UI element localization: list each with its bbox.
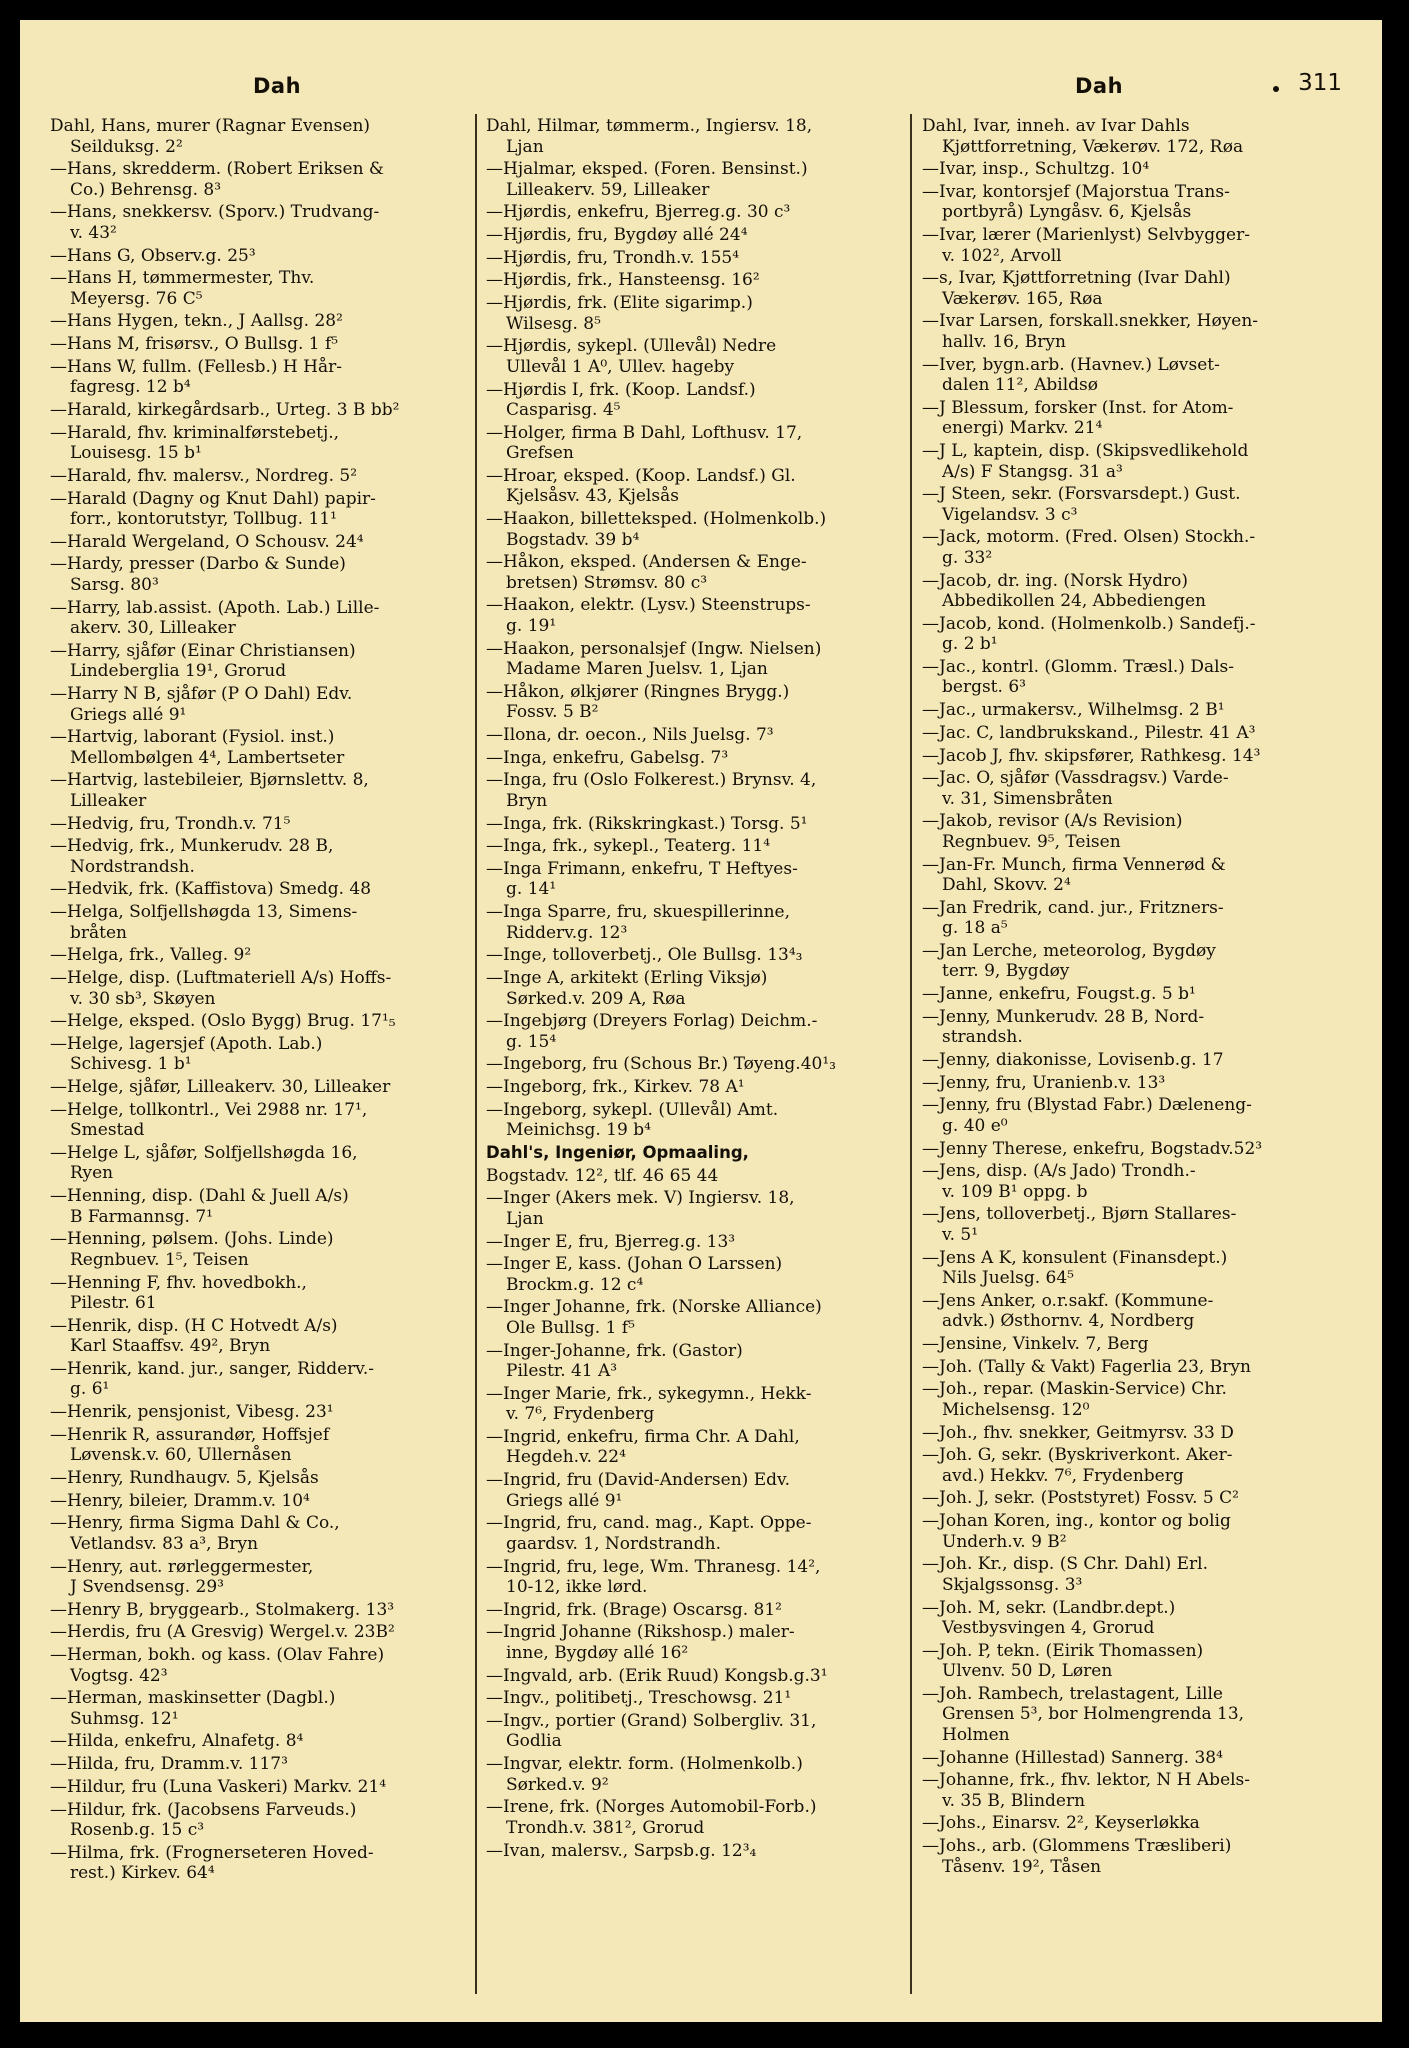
directory-entry: —Ingrid, fru (David-Andersen) Edv. Griegs allé 9¹: [486, 1470, 790, 1511]
directory-entry: —J Steen, sekr. (Forsvarsdept.) Gust. Vigelandsv. 3 c³: [922, 484, 1241, 525]
directory-entry: —Ingeborg, frk., Kirkev. 78 A¹: [486, 1077, 745, 1098]
directory-entry: —Håkon, ølkjører (Ringnes Brygg.) Fossv. 5 B²: [486, 681, 790, 723]
directory-entry: —Jacob, dr. ing. (Norsk Hydro) Abbedikollen 24, Abbediengen: [922, 570, 1207, 612]
directory-entry: —Irene, frk. (Norges Automobil-Forb.) Trondh.v. 381², Grorud: [486, 1797, 817, 1838]
directory-entry: —Johs., arb. (Glommens Træsliberi) Tåsenv. 19², Tåsen: [922, 1836, 1232, 1877]
directory-entry: —Harald, kirkegårdsarb., Urteg. 3 B bb²: [50, 400, 400, 420]
directory-entry: —Hjørdis I, frk. (Koop. Landsf.) Casparisg. 4⁵: [486, 379, 756, 420]
directory-entry: —Joh. M, sekr. (Landbr.dept.) Vestbysvingen 4, Grorud: [922, 1597, 1176, 1638]
directory-entry: —Inga, frk., sykepl., Teaterg. 11⁴: [486, 836, 771, 857]
directory-entry: —Hjørdis, fru, Bygdøy allé 24⁴: [486, 225, 748, 246]
header-dot: [1273, 86, 1279, 92]
directory-entry: —Hedvig, frk., Munkerudv. 28 B, Nordstrandsh.: [50, 836, 334, 877]
directory-entry: —Jacob, kond. (Holmenkolb.) Sandefj.- g. 2 b¹: [922, 613, 1256, 655]
directory-entry: —Haakon, elektr. (Lysv.) Steenstrups- g. 19¹: [486, 595, 811, 636]
directory-entry: —Henry, firma Sigma Dahl & Co., Vetlandsv. 83 a³, Bryn: [50, 1513, 340, 1554]
directory-entry: —Harry, sjåfør (Einar Christiansen) Lindeberglia 19¹, Grorud: [50, 640, 356, 682]
directory-entry: —Henry, bileier, Dramm.v. 10⁴: [50, 1490, 310, 1511]
directory-entry: —Hans M, frisørsv., O Bullsg. 1 f⁵: [50, 334, 339, 355]
directory-entry: —Ivar, lærer (Marienlyst) Selvbygger- v. 102², Arvoll: [922, 225, 1250, 266]
directory-entry: —Herman, bokh. og kass. (Olav Fahre) Vogtsg. 42³: [50, 1645, 385, 1686]
page-number: 311: [1298, 70, 1342, 96]
directory-entry: —Ingeborg, fru (Schous Br.) Tøyeng.40¹₃: [486, 1054, 836, 1075]
directory-entry: —Jensine, Vinkelv. 7, Berg: [922, 1334, 1149, 1354]
directory-entry: —Inger Johanne, frk. (Norske Alliance) Ole Bullsg. 1 f⁵: [486, 1297, 822, 1338]
directory-entry: —Helga, frk., Valleg. 9²: [50, 945, 252, 966]
directory-entry: —Jens, tolloverbetj., Bjørn Stallares- v. 5¹: [922, 1204, 1237, 1245]
directory-entry: —Håkon, eksped. (Andersen & Enge- bretsen) Strømsv. 80 c³: [486, 552, 807, 593]
directory-entry: —Ivan, malersv., Sarpsb.g. 12³₄: [486, 1840, 757, 1861]
directory-entry: —Inga Frimann, enkefru, T Heftyes- g. 14¹: [486, 858, 798, 900]
column-1: [50, 116, 466, 1886]
directory-entry: —Inger (Akers mek. V) Ingiersv. 18, Ljan: [486, 1188, 795, 1229]
directory-entry: —Helge, tollkontrl., Vei 2988 nr. 17¹, Smestad: [50, 1099, 368, 1141]
directory-entry: —Jenny Therese, enkefru, Bogstadv.52³: [922, 1138, 1263, 1159]
directory-entry: —Jan-Fr. Munch, firma Vennerød & Dahl, Skovv. 2⁴: [922, 854, 1226, 896]
directory-entry: —Hans, snekkersv. (Sporv.) Trudvang- v. 43²: [50, 202, 380, 243]
directory-entry: —Haakon, billetteksped. (Holmenkolb.) Bogstadv. 39 b⁴: [486, 509, 827, 550]
directory-entry: —Hjørdis, frk., Hansteensg. 16²: [486, 270, 760, 291]
directory-entry: —Ingebjørg (Dreyers Forlag) Deichm.- g. 15⁴: [486, 1011, 818, 1052]
directory-entry: —Helge, disp. (Luftmateriell A/s) Hoffs- v. 30 sb³, Skøyen: [50, 968, 392, 1009]
directory-entry: —Henning, disp. (Dahl & Juell A/s) B Farmannsg. 7¹: [50, 1186, 349, 1227]
column-rule-left: [475, 114, 477, 1994]
directory-page: [20, 20, 1382, 2022]
directory-entry: —Inga, frk. (Rikskringkast.) Torsg. 5¹: [486, 813, 808, 834]
directory-entry: —Ingeborg, sykepl. (Ullevål) Amt. Meinichsg. 19 b⁴: [486, 1099, 779, 1141]
directory-entry: —Ingv., politibetj., Treschowsg. 21¹: [486, 1688, 792, 1709]
directory-heading-entry: Dahl's, Ingeniør, Opmaaling,: [486, 1142, 749, 1162]
directory-entry: —Helge, eksped. (Oslo Bygg) Brug. 17¹₅: [50, 1011, 396, 1032]
directory-entry: —Harry N B, sjåfør (P O Dahl) Edv. Griegs allé 9¹: [50, 684, 353, 725]
directory-entry: —Ivar, insp., Schultzg. 10⁴: [922, 159, 1150, 180]
directory-entry: —Ilona, dr. oecon., Nils Juelsg. 7³: [486, 725, 774, 745]
directory-entry: —Ingrid Johanne (Rikshosp.) maler- inne, Bygdøy allé 16²: [486, 1622, 795, 1663]
directory-entry: —Henrik R, assurandør, Hoffsjef Løvensk.v. 60, Ullernåsen: [50, 1424, 330, 1466]
directory-entry: Dahl, Hans, murer (Ragnar Evensen) Seilduksg. 2²: [50, 116, 371, 157]
running-header-left: Dah: [253, 74, 302, 98]
directory-entry: —Jacob J, fhv. skipsfører, Rathkesg. 14³: [922, 745, 1261, 766]
directory-entry: —Ingvar, elektr. form. (Holmenkolb.) Sørked.v. 9²: [486, 1754, 803, 1795]
directory-entry: —Jan Fredrik, cand. jur., Fritzners- g. 18 a⁵: [922, 897, 1224, 939]
directory-entry: —Hildur, frk. (Jacobsens Farveuds.) Rosenb.g. 15 c³: [50, 1799, 357, 1840]
directory-entry: —Johan Koren, ing., kontor og bolig Underh.v. 9 B²: [922, 1511, 1231, 1552]
directory-entry: —Jenny, fru (Blystad Fabr.) Dæleneng- g. 40 e⁰: [922, 1095, 1252, 1136]
directory-entry: —Hans Hygen, tekn., J Aallsg. 28²: [50, 311, 343, 332]
directory-entry: —Jenny, diakonisse, Lovisenb.g. 17: [922, 1050, 1224, 1070]
directory-entry: —Henry, Rundhaugv. 5, Kjelsås: [50, 1467, 319, 1488]
directory-entry: —s, Ivar, Kjøttforretning (Ivar Dahl) Vækerøv. 165, Røa: [922, 268, 1231, 309]
directory-entry: —Joh. P, tekn. (Eirik Thomassen) Ulvenv. 50 D, Løren: [922, 1640, 1204, 1682]
directory-entry: —Jack, motorm. (Fred. Olsen) Stockh.- g. 33²: [922, 527, 1256, 568]
running-header-right: Dah: [1075, 74, 1124, 98]
directory-entry: —Jan Lerche, meteorolog, Bygdøy terr. 9, Bygdøy: [922, 940, 1216, 982]
directory-entry: —Johanne (Hillestad) Sannerg. 38⁴: [922, 1747, 1223, 1768]
directory-entry: —J Blessum, forsker (Inst. for Atom- energi) Markv. 21⁴: [922, 397, 1234, 439]
directory-entry: —Ingrid, enkefru, firma Chr. A Dahl, Hegdeh.v. 22⁴: [486, 1426, 800, 1468]
directory-entry: —Jens, disp. (A/s Jado) Trondh.- v. 109 B¹ oppg. b: [922, 1161, 1196, 1202]
directory-entry: —Herman, maskinsetter (Dagbl.) Suhmsg. 12¹: [50, 1688, 336, 1729]
directory-entry: —Holger, firma B Dahl, Lofthusv. 17, Grefsen: [486, 422, 803, 464]
directory-entry: —Hardy, presser (Darbo & Sunde) Sarsg. 80³: [50, 554, 346, 595]
directory-entry: —Hans, skredderm. (Robert Eriksen & Co.) Behrensg. 8³: [50, 159, 385, 200]
directory-entry: —Helge L, sjåfør, Solfjellshøgda 16, Ryen: [50, 1142, 358, 1184]
directory-entry: —Henry B, bryggearb., Stolmakerg. 13³: [50, 1599, 395, 1620]
directory-entry: —Jac. C, landbrukskand., Pilestr. 41 A³: [922, 722, 1256, 743]
directory-entry: —Johs., Einarsv. 2², Keyserløkka: [922, 1813, 1200, 1834]
directory-entry: —Hans W, fullm. (Fellesb.) H Hår- fagresg. 12 b⁴: [50, 356, 342, 398]
directory-entry: —Henry, aut. rørleggermester, J Svendsensg. 29³: [50, 1556, 314, 1597]
directory-entry: —Inger E, kass. (Johan O Larssen) Brockm.g. 12 c⁴: [486, 1254, 783, 1295]
directory-entry: —Jenny, fru, Uranienb.v. 13³: [922, 1072, 1166, 1093]
directory-entry: —Inger Marie, frk., sykegymn., Hekk- v. 7⁶, Frydenberg: [486, 1383, 812, 1425]
directory-entry: —Jakob, revisor (A/s Revision) Regnbuev. 9⁵, Teisen: [922, 811, 1183, 852]
directory-entry: —Jac., kontrl. (Glomm. Træsl.) Dals- bergst. 6³: [922, 656, 1235, 698]
directory-entry: —Hjalmar, eksped. (Foren. Bensinst.) Lilleakerv. 59, Lilleaker: [486, 159, 808, 200]
directory-entry: —Ingvald, arb. (Erik Ruud) Kongsb.g.3¹: [486, 1665, 828, 1686]
directory-entry: —Iver, bygn.arb. (Havnev.) Løvset- dalen 11², Abildsø: [922, 354, 1220, 396]
directory-entry: —Harald, fhv. kriminalførstebetj., Louisesg. 15 b¹: [50, 422, 340, 464]
directory-entry: —Hjørdis, frk. (Elite sigarimp.) Wilsesg. 8⁵: [486, 293, 753, 334]
directory-entry: —Inge, tolloverbetj., Ole Bullsg. 13⁴₃: [486, 945, 803, 966]
directory-entry: Bogstadv. 12², tlf. 46 65 44: [486, 1165, 719, 1186]
directory-entry: —Ingv., portier (Grand) Solbergliv. 31, Godlia: [486, 1710, 817, 1752]
directory-entry: —Joh. Kr., disp. (S Chr. Dahl) Erl. Skjalgssonsg. 3³: [922, 1554, 1208, 1595]
directory-entry: —Jens Anker, o.r.sakf. (Kommune- advk.) Østhornv. 4, Nordberg: [922, 1290, 1214, 1332]
directory-entry: —Herdis, fru (A Gresvig) Wergel.v. 23B²: [50, 1622, 395, 1643]
directory-entry: —Inger-Johanne, frk. (Gastor) Pilestr. 41 A³: [486, 1340, 743, 1382]
directory-entry: —Inga Sparre, fru, skuespillerinne, Ridderv.g. 12³: [486, 902, 790, 943]
directory-entry: —Henrik, disp. (H C Hotvedt A/s) Karl Staaffsv. 49², Bryn: [50, 1315, 338, 1357]
directory-entry: —Joh. J, sekr. (Poststyret) Fossv. 5 C²: [922, 1488, 1239, 1509]
directory-entry: Dahl, Hilmar, tømmerm., Ingiersv. 18, Ljan: [486, 116, 813, 157]
directory-entry: —Henning, pølsem. (Johs. Linde) Regnbuev. 1⁵, Teisen: [50, 1229, 334, 1270]
directory-entry: —Hilma, frk. (Frognerseteren Hoved- rest.) Kirkev. 64⁴: [50, 1842, 374, 1884]
directory-entry: —Helge, sjåfør, Lilleakerv. 30, Lilleaker: [50, 1077, 391, 1098]
directory-entry: —Ingrid, fru, lege, Wm. Thranesg. 14², 10-12, ikke lørd.: [486, 1556, 821, 1597]
directory-entry: —Hilda, fru, Dramm.v. 117³: [50, 1754, 288, 1775]
directory-entry: —Hans G, Observ.g. 25³: [50, 245, 256, 266]
directory-entry: —Jac., urmakersv., Wilhelmsg. 2 B¹: [922, 700, 1225, 721]
directory-entry: —Hjørdis, fru, Trondh.v. 155⁴: [486, 247, 740, 268]
directory-entry: —Hedvig, fru, Trondh.v. 71⁵: [50, 813, 291, 834]
directory-entry: —Harald Wergeland, O Schousv. 24⁴: [50, 531, 364, 552]
directory-entry: —Hilda, enkefru, Alnafetg. 8⁴: [50, 1731, 304, 1752]
directory-entry: —Inge A, arkitekt (Erling Viksjø) Sørked.v. 209 A, Røa: [486, 968, 768, 1009]
directory-entry: —Hildur, fru (Luna Vaskeri) Markv. 21⁴: [50, 1776, 387, 1797]
directory-entry: —Hedvik, frk. (Kaffistova) Smedg. 48: [50, 879, 372, 900]
directory-entry: —Harry, lab.assist. (Apoth. Lab.) Lille- akerv. 30, Lilleaker: [50, 597, 380, 639]
directory-entry: —Joh. Rambech, trelastagent, Lille Grensen 5³, bor Holmengrenda 13, Holmen: [922, 1683, 1245, 1745]
directory-entry: —Ingrid, frk. (Brage) Oscarsg. 81²: [486, 1599, 782, 1620]
directory-entry: —Haakon, personalsjef (Ingw. Nielsen) Madame Maren Juelsv. 1, Ljan: [486, 638, 822, 680]
directory-entry: —Janne, enkefru, Fougst.g. 5 b¹: [922, 984, 1196, 1005]
directory-entry: —Hans H, tømmermester, Thv. Meyersg. 76 C⁵: [50, 268, 315, 309]
directory-entry: —Johanne, frk., fhv. lektor, N H Abels- v. 35 B, Blindern: [922, 1770, 1251, 1811]
directory-entry: —Henning F, fhv. hovedbokh., Pilestr. 61: [50, 1272, 307, 1313]
directory-entry: —Helge, lagersjef (Apoth. Lab.) Schivesg. 1 b¹: [50, 1033, 323, 1075]
directory-entry: —Joh., fhv. snekker, Geitmyrsv. 33 D: [922, 1422, 1234, 1443]
directory-entry: Dahl, Ivar, inneh. av Ivar Dahls Kjøttforretning, Vækerøv. 172, Røa: [922, 116, 1244, 157]
directory-entry: —Henrik, kand. jur., sanger, Ridderv.- g. 6¹: [50, 1358, 375, 1400]
directory-entry: —Joh., repar. (Maskin-Service) Chr. Michelsensg. 12⁰: [922, 1379, 1227, 1420]
directory-entry: —Inga, enkefru, Gabelsg. 7³: [486, 747, 729, 768]
directory-entry: —Harald (Dagny og Knut Dahl) papir- forr., kontorutstyr, Tollbug. 11¹: [50, 488, 376, 530]
directory-entry: —Joh. G, sekr. (Byskriverkont. Aker- avd.) Hekkv. 7⁶, Frydenberg: [922, 1445, 1233, 1486]
directory-entry: —Hjørdis, sykepl. (Ullevål) Nedre Ullevål 1 A⁰, Ullev. hageby: [486, 336, 777, 377]
directory-entry: —Ivar Larsen, forskall.snekker, Høyen- hallv. 16, Bryn: [922, 311, 1259, 352]
directory-entry: —Jens A K, konsulent (Finansdept.) Nils Juelsg. 64⁵: [922, 1247, 1228, 1289]
directory-entry: —Inga, fru (Oslo Folkerest.) Brynsv. 4, Bryn: [486, 770, 817, 811]
directory-entry: —Hartvig, laborant (Fysiol. inst.) Mellombølgen 4⁴, Lambertseter: [50, 727, 345, 768]
directory-entry: —Inger E, fru, Bjerreg.g. 13³: [486, 1231, 736, 1252]
directory-entry: —Hjørdis, enkefru, Bjerreg.g. 30 c³: [486, 202, 791, 223]
directory-entry: —Helga, Solfjellshøgda 13, Simens- bråten: [50, 902, 358, 943]
column-3: [922, 116, 1338, 1879]
directory-entry: —Hroar, eksped. (Koop. Landsf.) Gl. Kjelsåsv. 43, Kjelsås: [486, 465, 796, 507]
directory-entry: —Harald, fhv. malersv., Nordreg. 5²: [50, 465, 358, 486]
directory-entry: —J L, kaptein, disp. (Skipsvedlikehold A/s) F Stangsg. 31 a³: [922, 441, 1249, 482]
column-2: [486, 116, 902, 1863]
directory-entry: —Ivar, kontorsjef (Majorstua Trans- portbyrå) Lyngåsv. 6, Kjelsås: [922, 181, 1230, 223]
column-rule-right: [910, 114, 912, 1994]
directory-entry: —Joh. (Tally & Vakt) Fagerlia 23, Bryn: [922, 1356, 1251, 1377]
directory-entry: —Henrik, pensjonist, Vibesg. 23¹: [50, 1402, 334, 1423]
directory-entry: —Hartvig, lastebileier, Bjørnslettv. 8, Lilleaker: [50, 770, 369, 811]
directory-entry: —Jenny, Munkerudv. 28 B, Nord- strandsh.: [922, 1006, 1205, 1048]
directory-entry: —Jac. O, sjåfør (Vassdragsv.) Varde- v. 31, Simensbråten: [922, 768, 1229, 809]
directory-entry: —Ingrid, fru, cand. mag., Kapt. Oppe- gaardsv. 1, Nordstrandh.: [486, 1513, 812, 1554]
